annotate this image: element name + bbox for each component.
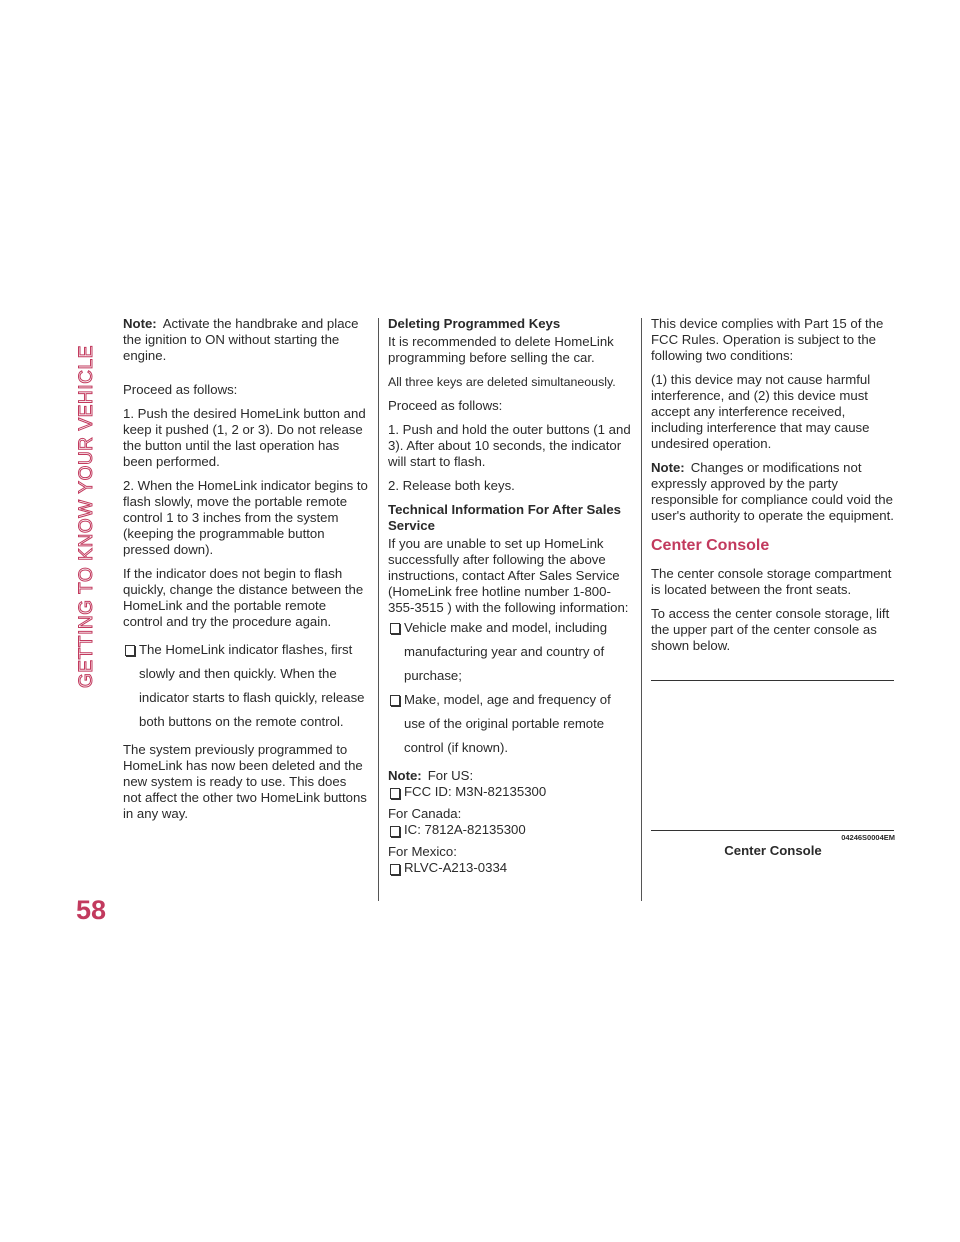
proceed-text: Proceed as follows: [123, 382, 238, 397]
column-middle [388, 316, 632, 882]
storage-paragraph: The center console storage compartment is located between the front seats. [651, 566, 892, 597]
access-paragraph: To access the center console storage, lift the upper part of the center console as shown below. [651, 606, 890, 653]
conditions-paragraph: (1) this device may not cause harmful interference, and (2) this device must accept any interference received, including interference that may cause undesired operation. [651, 372, 871, 451]
note-paragraph [651, 460, 895, 524]
complies-paragraph: This device complies with Part 15 of the FCC Rules. Operation is subject to the following two conditions: [651, 316, 884, 363]
checkbox-bullet-icon [390, 788, 400, 799]
indicator-paragraph: If the indicator does not begin to flash quickly, change the distance between the HomeLink and the portable remote control and try the procedure again. [123, 566, 364, 629]
heading-technical-info: Technical Information For After Sales Service [388, 502, 622, 533]
proceed-text: Proceed as follows: [388, 398, 503, 413]
column-left [123, 316, 368, 830]
checkbox-bullet-icon [390, 864, 400, 875]
note-label: Note: [388, 768, 422, 783]
figure-code: 04246S0004EM [841, 833, 895, 842]
system-paragraph: The system previously programmed to HomeLink has now been deleted and the new system is ready to use. This does not affect the other two HomeLink buttons in any way. [123, 742, 367, 821]
checkbox-bullet-icon [390, 623, 400, 634]
checkbox-bullet-icon [125, 645, 135, 656]
bullet-item [388, 784, 632, 800]
step-2: 2. When the HomeLink indicator begins to flash slowly, move the portable remote control 1 to 3 inches from the system (keeping the programmable button pressed down). [123, 478, 368, 557]
fcc-id: FCC ID: M3N-82135300 [404, 784, 547, 799]
note-text: Activate the handbrake and place the ignition to ON without starting the engine. [123, 316, 359, 363]
bullet-item [388, 688, 632, 760]
note-text: Changes or modifications not expressly approved by the party responsible for compliance could void the user's authority to operate the equipment. [651, 460, 894, 523]
step-2: 2. Release both keys. [388, 478, 515, 493]
column-right [651, 316, 895, 859]
section-title-vertical: GETTING TO KNOW YOUR VEHICLE [76, 344, 97, 688]
bullet-text: The HomeLink indicator flashes, first slowly and then quickly. When the indicator starts to flash quickly, release both buttons on the remote control. [139, 642, 365, 729]
page-number: 58 [76, 895, 107, 925]
column-divider [378, 318, 379, 901]
heading-center-console: Center Console [651, 537, 770, 554]
bullet-item [388, 616, 632, 688]
note-us [388, 768, 632, 784]
figure-caption: Center Console [724, 843, 822, 858]
step-1: 1. Push the desired HomeLink button and keep it pushed (1, 2 or 3). Do not release the button until the last operation has been performed. [123, 406, 366, 469]
figure-placeholder [651, 681, 895, 830]
rlvc-id: RLVC-A213-0334 [404, 860, 508, 875]
bullet-text: Make, model, age and frequency of use of the original portable remote control (if known). [404, 692, 611, 755]
column-divider [641, 318, 642, 901]
heading-deleting-keys: Deleting Programmed Keys [388, 316, 561, 331]
recommend-paragraph: It is recommended to delete HomeLink programming before selling the car. [388, 334, 614, 365]
note-label: Note: [123, 316, 157, 331]
bullet-item [123, 638, 368, 734]
note-paragraph [123, 316, 368, 364]
bullet-item [388, 822, 632, 838]
note-label: Note: [651, 460, 685, 475]
all-keys-paragraph: All three keys are deleted simultaneously. [388, 375, 616, 389]
mexico-label: For Mexico: [388, 844, 457, 859]
note-us-text: For US: [427, 768, 474, 783]
step-1: 1. Push and hold the outer buttons (1 and 3). After about 10 seconds, the indicator will start to flash. [388, 422, 631, 469]
ic-id: IC: 7812A-82135300 [404, 822, 526, 837]
checkbox-bullet-icon [390, 695, 400, 706]
canada-label: For Canada: [388, 806, 462, 821]
unable-paragraph: If you are unable to set up HomeLink successfully after following the above instructions, contact After Sales Service (HomeLink free hotline number 1-800-355-3515 ) with the following information: [388, 536, 629, 615]
checkbox-bullet-icon [390, 826, 400, 837]
bullet-text: Vehicle make and model, including manufacturing year and country of purchase; [404, 620, 608, 683]
bullet-item [388, 860, 632, 876]
